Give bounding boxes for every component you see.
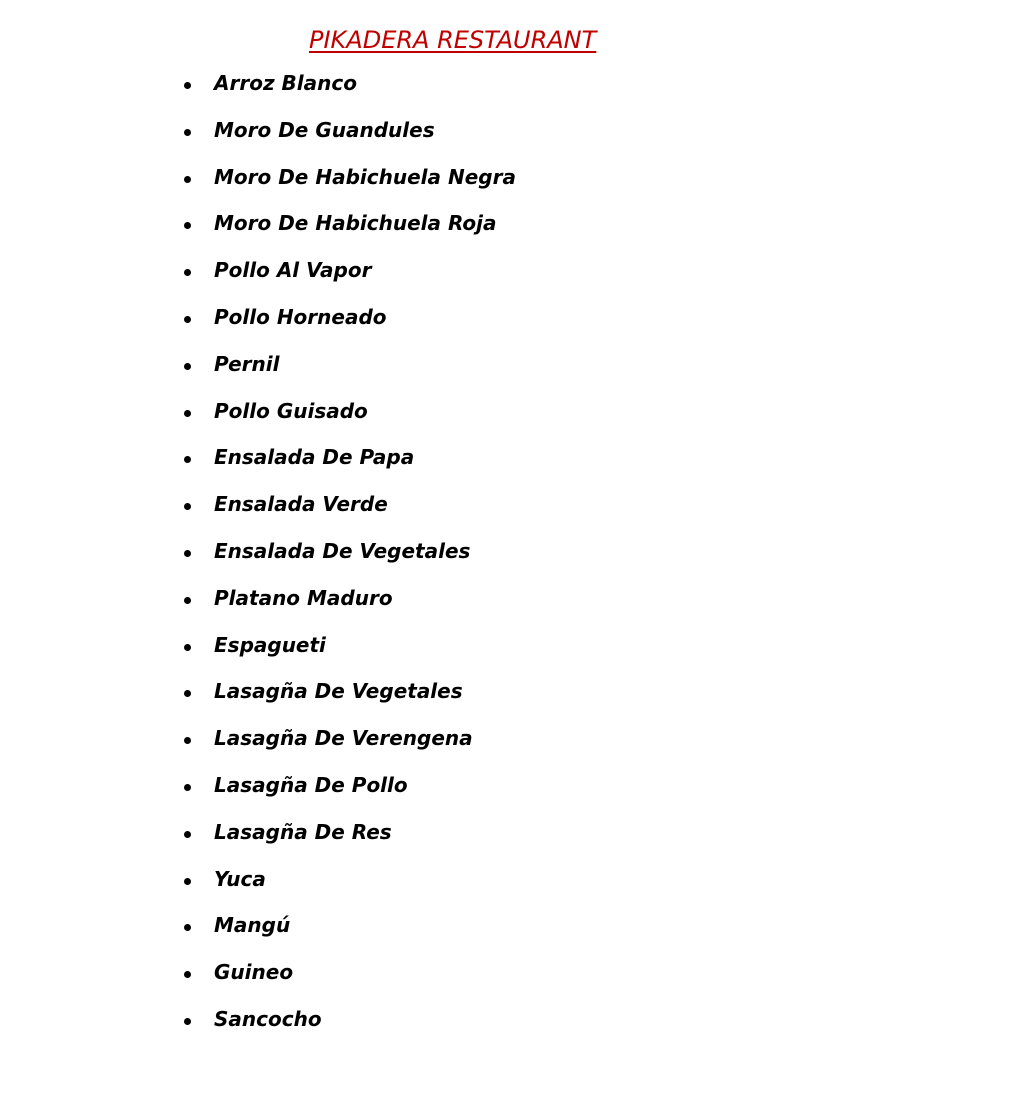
- list-item-label: Mangú: [214, 913, 291, 938]
- list-item-label: Pollo Guisado: [214, 398, 368, 423]
- list-item-label: Moro De Guandules: [214, 117, 435, 142]
- bullet-icon: [184, 831, 191, 838]
- list-item: [0, 389, 600, 436]
- list-item: [0, 716, 600, 763]
- bullet-icon: [184, 222, 191, 229]
- bullet-icon: [184, 971, 191, 978]
- list-item-label: Arroz Blanco: [214, 71, 357, 95]
- list-item-label: Guineo: [214, 960, 294, 985]
- bullet-icon: [184, 316, 191, 323]
- list-item-label: Ensalada De Vegetales: [214, 538, 471, 563]
- bullet-icon: [184, 784, 191, 791]
- bullet-icon: [184, 456, 191, 463]
- list-item-label: Lasagña De Verengena: [214, 726, 473, 751]
- list-item: [0, 342, 600, 389]
- bullet-icon: [184, 1018, 191, 1025]
- list-item: [0, 903, 600, 950]
- list-item: [0, 248, 600, 295]
- list-item: [0, 108, 600, 155]
- list-item-label: Yuca: [214, 866, 266, 891]
- menu-list: [0, 61, 600, 1044]
- bullet-icon: [184, 878, 191, 885]
- list-item: [0, 201, 600, 248]
- bullet-icon: [184, 644, 191, 651]
- bullet-icon: [184, 129, 191, 136]
- list-item-label: Pernil: [214, 351, 280, 376]
- bullet-icon: [184, 410, 191, 417]
- list-item-label: Moro De Habichuela Roja: [214, 211, 497, 236]
- list-item: [0, 61, 600, 108]
- list-item-label: Lasagña De Res: [214, 819, 392, 844]
- list-item: [0, 763, 600, 810]
- list-item: [0, 623, 600, 670]
- list-item-label: Moro De Habichuela Negra: [214, 164, 516, 189]
- list-item: [0, 576, 600, 623]
- list-item: [0, 435, 600, 482]
- list-item-label: Platano Maduro: [214, 585, 393, 610]
- list-item-label: Espagueti: [214, 632, 326, 657]
- bullet-icon: [184, 690, 191, 697]
- list-item-label: Lasagña De Pollo: [214, 772, 408, 797]
- list-item: [0, 810, 600, 857]
- list-item-label: Ensalada Verde: [214, 492, 388, 517]
- page-title: PIKADERA RESTAURANT: [309, 26, 597, 54]
- list-item: [0, 669, 600, 716]
- bullet-icon: [184, 550, 191, 557]
- bullet-icon: [184, 737, 191, 744]
- bullet-icon: [184, 503, 191, 510]
- list-item: [0, 155, 600, 202]
- list-item: [0, 295, 600, 342]
- bullet-icon: [184, 363, 191, 370]
- bullet-icon: [184, 82, 191, 89]
- list-item-label: Lasagña De Vegetales: [214, 679, 463, 704]
- bullet-icon: [184, 269, 191, 276]
- list-item: [0, 482, 600, 529]
- list-item-label: Ensalada De Papa: [214, 445, 415, 470]
- list-item-label: Pollo Al Vapor: [214, 258, 372, 283]
- list-item-label: Sancocho: [214, 1006, 322, 1031]
- list-item: [0, 857, 600, 904]
- list-item: [0, 997, 600, 1044]
- bullet-icon: [184, 924, 191, 931]
- bullet-icon: [184, 176, 191, 183]
- list-item-label: Pollo Horneado: [214, 304, 387, 329]
- bullet-icon: [184, 597, 191, 604]
- list-item: [0, 950, 600, 997]
- list-item: [0, 529, 600, 576]
